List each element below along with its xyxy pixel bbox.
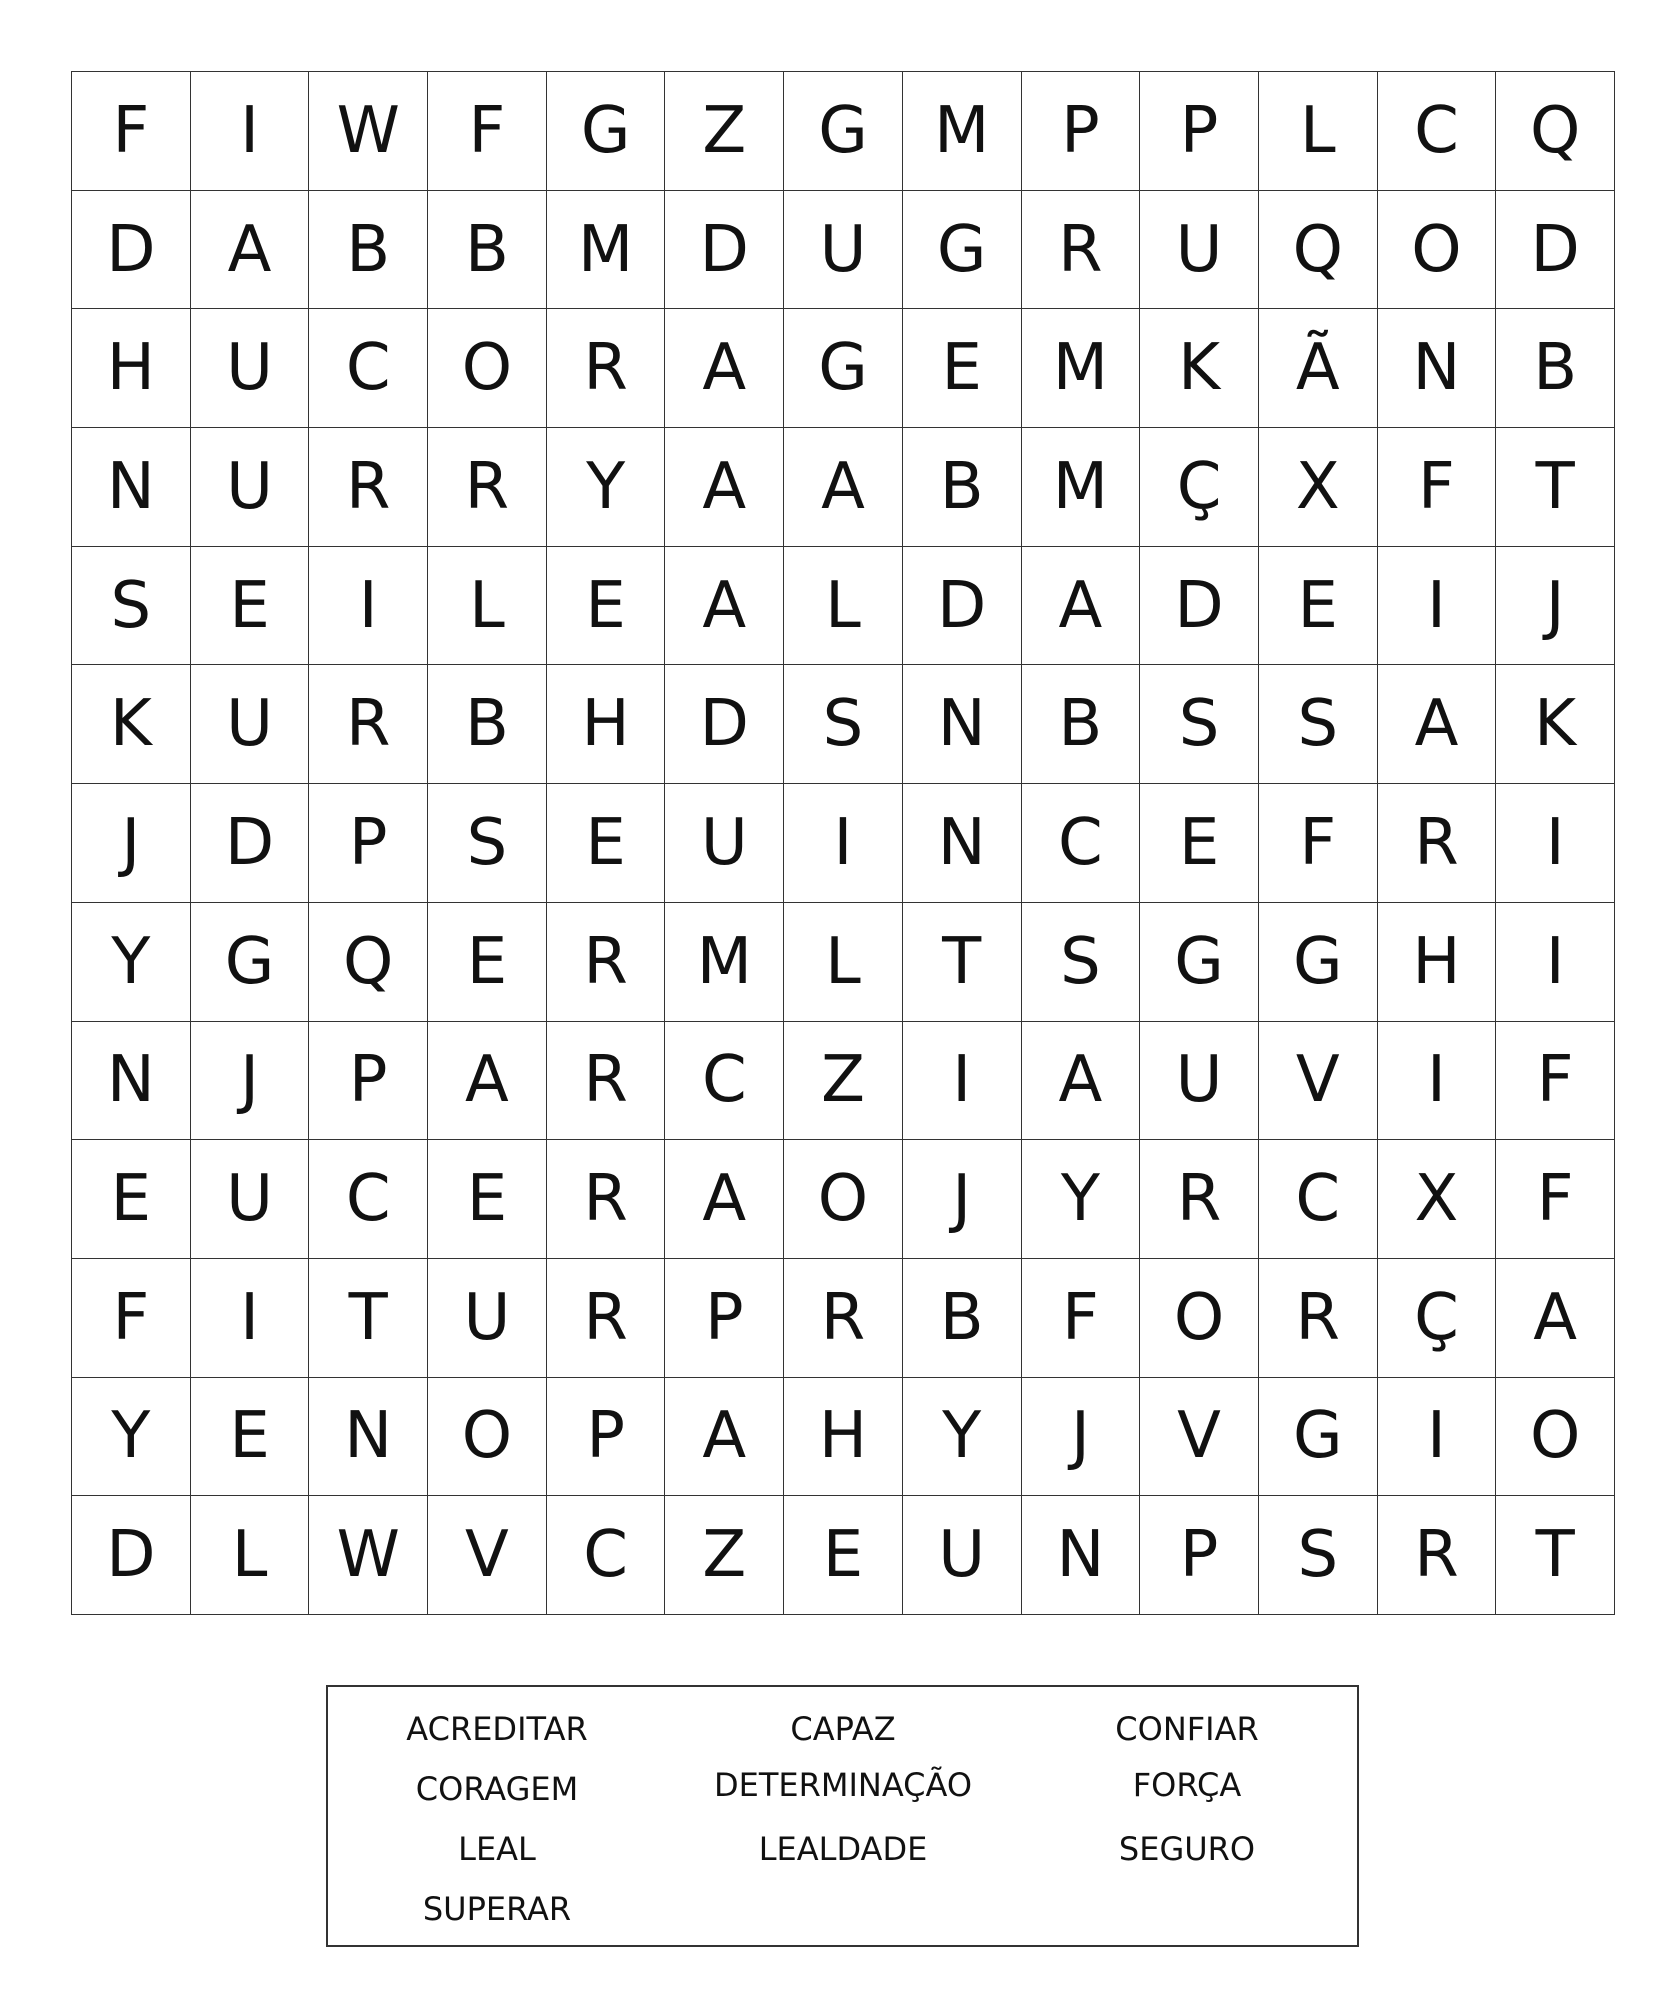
grid-cell[interactable]: S bbox=[72, 547, 191, 666]
word-bank-item: LEAL bbox=[458, 1830, 536, 1868]
grid-cell[interactable]: I bbox=[309, 547, 428, 666]
grid-cell[interactable]: E bbox=[428, 1140, 547, 1259]
grid-cell[interactable]: D bbox=[1496, 191, 1615, 310]
grid-cell[interactable]: O bbox=[428, 1378, 547, 1497]
grid-cell[interactable]: R bbox=[784, 1259, 903, 1378]
word-bank-item: DETERMINAÇÃO bbox=[713, 1766, 973, 1804]
word-bank-item: LEALDADE bbox=[758, 1830, 928, 1868]
grid-cell[interactable]: E bbox=[547, 547, 666, 666]
grid-cell[interactable]: L bbox=[784, 547, 903, 666]
grid-cell[interactable]: H bbox=[72, 309, 191, 428]
grid-cell[interactable]: G bbox=[191, 903, 310, 1022]
grid-cell[interactable]: A bbox=[665, 428, 784, 547]
grid-cell[interactable]: V bbox=[1259, 1022, 1378, 1141]
grid-cell[interactable]: S bbox=[1259, 665, 1378, 784]
grid-cell[interactable]: E bbox=[72, 1140, 191, 1259]
grid-cell[interactable]: I bbox=[1496, 784, 1615, 903]
grid-cell[interactable]: Q bbox=[309, 903, 428, 1022]
grid-cell[interactable]: I bbox=[1378, 1022, 1497, 1141]
word-bank-item: ACREDITAR bbox=[406, 1710, 588, 1748]
grid-cell[interactable]: P bbox=[1140, 72, 1259, 191]
grid-cell[interactable]: G bbox=[547, 72, 666, 191]
grid-cell[interactable]: F bbox=[428, 72, 547, 191]
grid-cell[interactable]: B bbox=[1022, 665, 1141, 784]
grid-cell[interactable]: G bbox=[903, 191, 1022, 310]
grid-cell[interactable]: L bbox=[1259, 72, 1378, 191]
grid-cell[interactable]: F bbox=[72, 72, 191, 191]
grid-cell[interactable]: U bbox=[191, 1140, 310, 1259]
grid-cell[interactable]: Y bbox=[72, 903, 191, 1022]
grid-cell[interactable]: B bbox=[903, 428, 1022, 547]
grid-cell[interactable]: U bbox=[1140, 191, 1259, 310]
grid-cell[interactable]: A bbox=[784, 428, 903, 547]
grid-cell[interactable]: N bbox=[903, 665, 1022, 784]
word-bank-item: CAPAZ bbox=[790, 1710, 896, 1748]
grid-cell[interactable]: Y bbox=[547, 428, 666, 547]
grid-cell[interactable]: D bbox=[72, 191, 191, 310]
grid-cell[interactable]: A bbox=[1022, 547, 1141, 666]
grid-cell[interactable]: S bbox=[1022, 903, 1141, 1022]
grid-cell[interactable]: W bbox=[309, 72, 428, 191]
grid-cell[interactable]: G bbox=[784, 72, 903, 191]
grid-cell[interactable]: P bbox=[1140, 1496, 1259, 1615]
grid-cell[interactable]: M bbox=[665, 903, 784, 1022]
grid-cell[interactable]: D bbox=[665, 191, 784, 310]
grid-cell[interactable]: L bbox=[428, 547, 547, 666]
grid-cell[interactable]: A bbox=[1496, 1259, 1615, 1378]
grid-cell[interactable]: T bbox=[1496, 428, 1615, 547]
grid-cell[interactable]: C bbox=[547, 1496, 666, 1615]
grid-cell[interactable]: A bbox=[1022, 1022, 1141, 1141]
word-bank-item: SEGURO bbox=[1118, 1830, 1256, 1868]
grid-cell[interactable]: A bbox=[665, 1378, 784, 1497]
grid-cell[interactable]: U bbox=[191, 428, 310, 547]
grid-cell[interactable]: N bbox=[1022, 1496, 1141, 1615]
grid-cell[interactable]: T bbox=[903, 903, 1022, 1022]
grid-cell[interactable]: T bbox=[1496, 1496, 1615, 1615]
grid-cell[interactable]: J bbox=[191, 1022, 310, 1141]
grid-cell[interactable]: Y bbox=[72, 1378, 191, 1497]
grid-cell[interactable]: R bbox=[547, 1259, 666, 1378]
grid-cell[interactable]: S bbox=[1259, 1496, 1378, 1615]
grid-cell[interactable]: N bbox=[72, 1022, 191, 1141]
grid-cell[interactable]: A bbox=[428, 1022, 547, 1141]
grid-cell[interactable]: X bbox=[1259, 428, 1378, 547]
grid-cell[interactable]: M bbox=[1022, 428, 1141, 547]
grid-cell[interactable]: K bbox=[1496, 665, 1615, 784]
grid-cell[interactable]: E bbox=[191, 1378, 310, 1497]
grid-cell[interactable]: R bbox=[1378, 1496, 1497, 1615]
grid-cell[interactable]: U bbox=[191, 309, 310, 428]
grid-cell[interactable]: K bbox=[1140, 309, 1259, 428]
grid-cell[interactable]: M bbox=[1022, 309, 1141, 428]
grid-cell[interactable]: I bbox=[191, 1259, 310, 1378]
grid-cell[interactable]: F bbox=[72, 1259, 191, 1378]
word-bank-item: CORAGEM bbox=[415, 1770, 579, 1808]
grid-cell[interactable]: H bbox=[547, 665, 666, 784]
grid-cell[interactable]: U bbox=[903, 1496, 1022, 1615]
grid-cell[interactable]: D bbox=[72, 1496, 191, 1615]
grid-cell[interactable]: N bbox=[72, 428, 191, 547]
grid-cell[interactable]: E bbox=[428, 903, 547, 1022]
grid-cell[interactable]: Q bbox=[1259, 191, 1378, 310]
grid-cell[interactable]: D bbox=[191, 784, 310, 903]
grid-cell[interactable]: G bbox=[1259, 903, 1378, 1022]
grid-cell[interactable]: R bbox=[547, 1140, 666, 1259]
grid-cell[interactable]: A bbox=[665, 309, 784, 428]
grid-cell[interactable]: D bbox=[903, 547, 1022, 666]
grid-cell[interactable]: Ç bbox=[1378, 1259, 1497, 1378]
grid-cell[interactable]: I bbox=[1496, 903, 1615, 1022]
grid-cell[interactable]: R bbox=[309, 428, 428, 547]
grid-cell[interactable]: I bbox=[903, 1022, 1022, 1141]
grid-cell[interactable]: C bbox=[1259, 1140, 1378, 1259]
word-bank-item: FORÇA bbox=[1132, 1766, 1242, 1804]
grid-cell[interactable]: N bbox=[903, 784, 1022, 903]
grid-cell[interactable]: C bbox=[1378, 72, 1497, 191]
grid-cell[interactable]: I bbox=[784, 784, 903, 903]
grid-cell[interactable]: U bbox=[784, 191, 903, 310]
grid-cell[interactable]: O bbox=[1378, 191, 1497, 310]
grid-cell[interactable]: F bbox=[1496, 1140, 1615, 1259]
grid-cell[interactable]: V bbox=[428, 1496, 547, 1615]
grid-cell[interactable]: B bbox=[903, 1259, 1022, 1378]
grid-cell[interactable]: C bbox=[665, 1022, 784, 1141]
grid-cell[interactable]: B bbox=[309, 191, 428, 310]
grid-cell[interactable]: J bbox=[72, 784, 191, 903]
grid-cell[interactable]: R bbox=[1378, 784, 1497, 903]
grid-cell[interactable]: G bbox=[1140, 903, 1259, 1022]
grid-cell[interactable]: O bbox=[428, 309, 547, 428]
grid-cell[interactable]: O bbox=[784, 1140, 903, 1259]
grid-cell[interactable]: N bbox=[309, 1378, 428, 1497]
grid-cell[interactable]: I bbox=[191, 72, 310, 191]
grid-cell[interactable]: T bbox=[309, 1259, 428, 1378]
grid-cell[interactable]: E bbox=[1259, 547, 1378, 666]
grid-cell[interactable]: C bbox=[309, 1140, 428, 1259]
grid-cell[interactable]: E bbox=[1140, 784, 1259, 903]
grid-cell[interactable]: I bbox=[1378, 547, 1497, 666]
grid-cell[interactable]: U bbox=[428, 1259, 547, 1378]
grid-cell[interactable]: P bbox=[309, 784, 428, 903]
grid-cell[interactable]: F bbox=[1378, 428, 1497, 547]
grid-cell[interactable]: G bbox=[1259, 1378, 1378, 1497]
grid-cell[interactable]: Ã bbox=[1259, 309, 1378, 428]
grid-cell[interactable]: A bbox=[665, 547, 784, 666]
grid-cell[interactable]: K bbox=[72, 665, 191, 784]
grid-cell[interactable]: C bbox=[1022, 784, 1141, 903]
grid-cell[interactable]: M bbox=[903, 72, 1022, 191]
grid-cell[interactable]: B bbox=[1496, 309, 1615, 428]
grid-cell[interactable]: P bbox=[547, 1378, 666, 1497]
grid-cell[interactable]: R bbox=[309, 665, 428, 784]
grid-cell[interactable]: P bbox=[665, 1259, 784, 1378]
grid-cell[interactable]: L bbox=[191, 1496, 310, 1615]
grid-cell[interactable]: P bbox=[1022, 72, 1141, 191]
grid-cell[interactable]: G bbox=[784, 309, 903, 428]
grid-cell[interactable]: D bbox=[1140, 547, 1259, 666]
grid-cell[interactable]: Z bbox=[665, 72, 784, 191]
grid-cell[interactable]: R bbox=[1140, 1140, 1259, 1259]
grid-cell[interactable]: E bbox=[191, 547, 310, 666]
grid-cell[interactable]: L bbox=[784, 903, 903, 1022]
grid-cell[interactable]: O bbox=[1140, 1259, 1259, 1378]
grid-cell[interactable]: R bbox=[547, 309, 666, 428]
grid-cell[interactable]: Y bbox=[1022, 1140, 1141, 1259]
grid-cell[interactable]: Ç bbox=[1140, 428, 1259, 547]
grid-cell[interactable]: E bbox=[784, 1496, 903, 1615]
grid-cell[interactable]: R bbox=[1022, 191, 1141, 310]
grid-cell[interactable]: I bbox=[1378, 1378, 1497, 1497]
grid-cell[interactable]: U bbox=[191, 665, 310, 784]
grid-cell[interactable]: Z bbox=[784, 1022, 903, 1141]
grid-cell[interactable]: R bbox=[547, 903, 666, 1022]
grid-cell[interactable]: B bbox=[428, 665, 547, 784]
grid-cell[interactable]: J bbox=[1496, 547, 1615, 666]
grid-cell[interactable]: P bbox=[309, 1022, 428, 1141]
grid-cell[interactable]: O bbox=[1496, 1378, 1615, 1497]
grid-cell[interactable]: J bbox=[903, 1140, 1022, 1259]
grid-cell[interactable]: Z bbox=[665, 1496, 784, 1615]
grid-cell[interactable]: Y bbox=[903, 1378, 1022, 1497]
grid-cell[interactable]: X bbox=[1378, 1140, 1497, 1259]
grid-cell[interactable]: F bbox=[1496, 1022, 1615, 1141]
grid-cell[interactable]: D bbox=[665, 665, 784, 784]
grid-cell[interactable]: W bbox=[309, 1496, 428, 1615]
grid-cell[interactable]: J bbox=[1022, 1378, 1141, 1497]
word-bank-item: CONFIAR bbox=[1115, 1710, 1259, 1748]
grid-cell[interactable]: S bbox=[428, 784, 547, 903]
grid-cell[interactable]: V bbox=[1140, 1378, 1259, 1497]
puzzle-grid bbox=[71, 71, 1615, 1615]
grid-cell[interactable]: R bbox=[547, 1022, 666, 1141]
grid-cell[interactable]: A bbox=[665, 1140, 784, 1259]
grid-cell[interactable]: B bbox=[428, 191, 547, 310]
grid-cell[interactable]: M bbox=[547, 191, 666, 310]
grid-cell[interactable]: E bbox=[547, 784, 666, 903]
grid-cell[interactable]: A bbox=[1378, 665, 1497, 784]
grid-cell[interactable]: R bbox=[428, 428, 547, 547]
grid-cell[interactable]: R bbox=[1259, 1259, 1378, 1378]
grid-cell[interactable]: E bbox=[903, 309, 1022, 428]
grid-cell[interactable]: H bbox=[1378, 903, 1497, 1022]
word-bank bbox=[326, 1685, 1359, 1947]
grid-cell[interactable]: S bbox=[1140, 665, 1259, 784]
grid-cell[interactable]: A bbox=[191, 191, 310, 310]
word-bank-item: SUPERAR bbox=[422, 1890, 572, 1928]
grid-cell[interactable]: S bbox=[784, 665, 903, 784]
grid-cell[interactable]: N bbox=[1378, 309, 1497, 428]
grid-cell[interactable]: F bbox=[1259, 784, 1378, 903]
grid-cell[interactable]: U bbox=[1140, 1022, 1259, 1141]
grid-cell[interactable]: Q bbox=[1496, 72, 1615, 191]
grid-cell[interactable]: F bbox=[1022, 1259, 1141, 1378]
grid-cell[interactable]: C bbox=[309, 309, 428, 428]
grid-cell[interactable]: H bbox=[784, 1378, 903, 1497]
grid-cell[interactable]: U bbox=[665, 784, 784, 903]
